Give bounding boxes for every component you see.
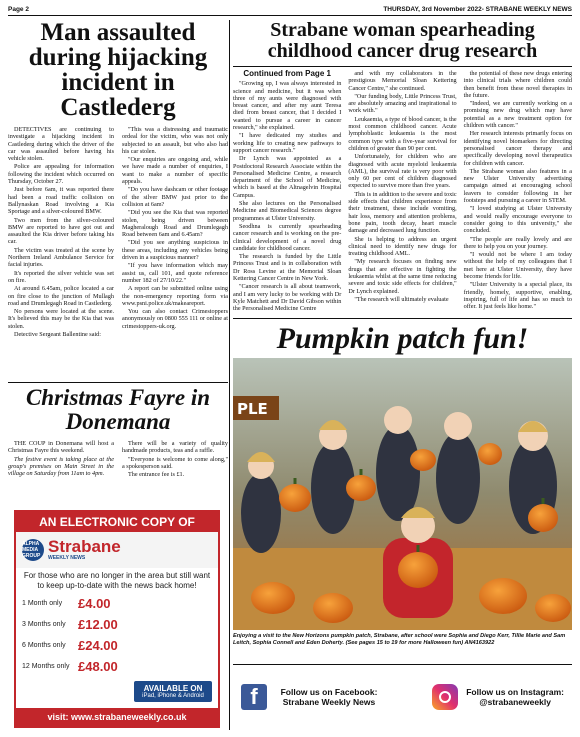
column-divider — [229, 20, 230, 730]
page-number: Page 2 — [8, 6, 29, 13]
paragraph: "Everyone is welcome to come along," a spokesperson said. — [122, 455, 228, 470]
paragraph: Unfortunately, for children who are diagnosed with acute myeloid leukaemia (AML), the survival rate is very poor with only 60 per cent of children diagnosed expected to survive more than five years. — [348, 153, 457, 190]
christmas-headline: Christmas Fayre in Donemana — [25, 385, 211, 434]
price-label: 1 Month only — [22, 600, 63, 607]
story-hijacking — [8, 20, 228, 339]
paragraph: Detective Sergeant Ballentine said: — [14, 331, 101, 339]
price-row — [22, 635, 212, 656]
paragraph: "My research focuses on finding new drugs that are effective in fighting the leukaemia whilst at the same time reducing severe and toxic side effects for children," Dr Lynch explained. — [348, 258, 457, 295]
paragraph: "Did you see anything suspicious in these areas, including any vehicles being driven in a suspicious manner? — [122, 239, 228, 262]
issue-line: THURSDAY, 3rd November 2022- STRABANE WEEKLY NEWS — [383, 6, 572, 13]
price-list — [16, 593, 218, 677]
story-christmas-fayre — [8, 382, 228, 479]
paragraph: The Strabane woman also features in a new Ulster University advertising campaign aimed at encouraging school leavers to consider following in her footsteps and pursuing a career in STEM. — [463, 167, 572, 205]
paragraph: "Did you see the Kia that was reported stolen, being driven between Magheralough Road and Drumlegagh Road between 6am and 6.45am? — [122, 209, 228, 239]
price-label: 12 Months only — [22, 663, 70, 670]
continued-label: Continued from Page 1 — [243, 69, 331, 78]
paragraph: "This was a distressing and traumatic ordeal for the victim, who was not only subjected to an assault, but who also had his car stolen. — [122, 126, 228, 155]
ad-heading: AN ELECTRONIC COPY OF — [16, 512, 218, 532]
pumpkin-sign-text: PLE — [237, 400, 268, 418]
paragraph: "Do you have dashcam or other footage of the silver BMW just prior to the collision at 6am? — [122, 186, 228, 208]
instagram-handle: @strabaneweekly — [479, 696, 551, 707]
paragraph: Dr Lynch was appointed as a Postdoctoral Research Associate within the Personalised Medicine Centre, a research department of the School of Medicine, which is based at the Altnagelvin Hospital Campus. — [233, 155, 342, 199]
photo-caption: Enjoying a visit to the New Horizons pumpkin patch, Strabane, after school were Sophia and Diego Kerr, Tillie Marie and Sam Leitch, Sophia Connell and Eden Doherty. (See pages 15 to 19 for more Halloween fun) AN4163922 — [233, 633, 566, 646]
page-header — [8, 4, 572, 16]
paragraph: It's reported the silver vehicle was set on fire. — [8, 269, 114, 284]
price-row — [22, 656, 212, 677]
paragraph: The entrance fee is £1. — [128, 471, 185, 479]
ad-blurb: For those who are no longer in the area but still want to keep up-to-date with the news back home! — [23, 571, 211, 590]
ecopy-advert[interactable] — [14, 510, 220, 728]
paragraph: Seodhna is currently spearheading cancer research and is working on the pre-clinical development of a novel drug candidate for childhood cancer. — [233, 222, 342, 252]
price-amount: £4.00 — [78, 596, 111, 611]
paragraph: THE COUP in Donemana will host a Christmas Fayre this weekend. — [8, 440, 114, 455]
paragraph: The victim was treated at the scene by Northern Ireland Ambulance Service for facial injuries. — [8, 246, 114, 269]
paragraph: "I loved studying at Ulster University and would really encourage everyone to consider going to this university," she concluded. — [463, 205, 572, 235]
paragraph: This is in addition to the severe and toxic side effects that children experience from their treatment, these include vomiting, hair loss, memory and attention problems, bone pain, tooth decay, heart muscle damage and decreased lung function. — [348, 190, 457, 235]
story-cancer-col2 — [348, 70, 456, 314]
pumpkin-photo-illustration — [233, 358, 572, 630]
story-hijacking-headline: Man assaulted during hijacking incident in Castlederg — [28, 19, 208, 121]
paragraph: "Ulster University is a special place, its friendly, homely, supportive, enabling, inspiring, full of life and has so much to offer. It just feels like home." — [463, 281, 572, 311]
paragraph: Just before 6am, it was reported there had been a road traffic collision on Ballynaskan Road involving a Kia Sportage and a silver-coloured BMW. — [8, 186, 114, 216]
instagram-line: Follow us on Instagram: — [466, 686, 564, 697]
facebook-text: Follow us on Facebook: Strabane Weekly News — [280, 686, 378, 707]
paragraph: No persons were located at the scene. It's believed this may be the Kia that was stolen. — [8, 308, 114, 330]
paragraph: She is helping to address an urgent clinical need to identify new drugs for treating childhood AML. — [348, 235, 457, 258]
pumpkin-patch-photo — [233, 358, 572, 630]
paragraph: "The people are really lovely and are there to help you on your journey. — [463, 235, 572, 250]
available-title: AVAILABLE ON — [143, 684, 203, 693]
instagram-text — [466, 687, 564, 707]
paragraph: "I have dedicated my studies and working life to creating new pathways to support cancer research." — [233, 132, 342, 154]
story-hijacking-col1 — [8, 126, 114, 339]
instagram-icon[interactable] — [432, 684, 458, 710]
paragraph: "Indeed, we are currently working on a promising new drug which may have potential as a new treatment option for children with cancer." — [463, 100, 572, 130]
story-cancer-col1 — [233, 70, 341, 314]
paragraph: There will be a variety of quality handmade products, teas and a raffle. — [122, 440, 228, 455]
paragraph: A report can be submitted online using the non-emergency reporting form via www.psni.police.uk/makeareport. — [122, 285, 228, 307]
paragraph: "Our funding body, Little Princess Trust, are absolutely amazing and inspirational to work with." — [348, 92, 457, 115]
price-label: 6 Months only — [22, 642, 66, 649]
paragraph: Leukaemia, a type of blood cancer, is the most common childhood cancer. Acute lymphoblastic leukaemia is the most common type with a five-year survival for children of greater than 90 per cent. — [348, 115, 457, 152]
paragraph: The festive event is taking place at the group's premises on Main Street in the village on Saturday from 11am to 4pm. — [8, 455, 114, 478]
ad-masthead — [16, 532, 218, 568]
alpha-logo-icon: ALPHA MEDIA GROUP — [22, 539, 44, 561]
paragraph: "If you have information which may assist us, call 101, and quote reference number 182 of 27/10/22." — [122, 262, 228, 284]
paragraph: DETECTIVES are continuing to investigate a hijacking incident in Castlederg during which the driver of the car was assaulted before having his vehicle stolen. — [8, 126, 114, 163]
masthead-subtitle: WEEKLY NEWS — [48, 555, 86, 561]
paragraph: and with my collaborators in the prestigious Memorial Sloan Kettering Cancer Centre," she continued. — [348, 70, 457, 92]
story-cancer-col3 — [464, 70, 572, 314]
paragraph: The research is funded by the Little Princess Trust and is in collaboration with Dr Ross Levine at the Memorial Sloan Kettering Cancer Centre in New York. — [233, 253, 342, 283]
paragraph: "Cancer research is all about teamwork, and I am very lucky to be working with Dr Kyle Matchett and Dr David Gibson within the Personalised Medicine Centre — [233, 283, 342, 313]
paragraph: "Our enquiries are ongoing and, while we have made a number of enquiries, I want to make a number of specific appeals. — [122, 156, 228, 186]
available-badge — [134, 681, 212, 702]
pumpkin-headline: Pumpkin patch fun! — [233, 318, 572, 356]
story-cancer-research — [233, 20, 572, 314]
paragraph: Two men from the silver-coloured BMW are reported to have got out and assaulted the Kia driver before taking his car. — [8, 216, 114, 246]
story-cancer-headline: Strabane woman spearheading childhood cancer drug research — [267, 19, 538, 62]
paragraph: "Growing up, I was always interested in science and medicine, but it was when three of my aunts were diagnosed with breast cancer, and after my aunt Teresa died from breast cancer, that I decided I wanted to pursue a career in cancer research," she explained. — [233, 80, 342, 132]
masthead-title: Strabane — [48, 537, 121, 556]
paragraph: Her research interests primarily focus on identifying novel biomarkers for directing personalised cancer therapy and specifically developing novel therapeutics for children with cancer. — [463, 130, 572, 167]
instagram-promo[interactable] — [432, 684, 564, 710]
price-amount: £48.00 — [78, 659, 118, 674]
paragraph: "The research will ultimately evaluate — [354, 295, 449, 303]
christmas-col2 — [122, 440, 228, 479]
facebook-promo[interactable] — [241, 684, 383, 710]
price-amount: £24.00 — [78, 638, 118, 653]
price-row — [22, 593, 212, 614]
ad-website-link[interactable]: visit: www.strabaneweekly.co.uk — [16, 708, 218, 726]
available-platforms: iPad, iPhone & Android — [142, 693, 204, 699]
story-hijacking-col2 — [122, 126, 228, 339]
social-footer — [233, 664, 572, 728]
paragraph: She also lectures on the Personalised Medicine and Biomedical Sciences degree programmes at Ulster University. — [233, 200, 342, 222]
paragraph: At around 6.45am, police located a car on fire close to the junction of Mullagh road and Drumlegagh Road in Castlederg. — [8, 285, 114, 307]
price-label: 3 Months only — [22, 621, 66, 628]
paragraph: "I would not be where I am today without the help of my colleagues that I met here at Ulster University, they have become friends for life. — [463, 251, 572, 281]
price-row — [22, 614, 212, 635]
facebook-icon[interactable]: f — [241, 684, 267, 710]
paragraph: You can also contact Crimestoppers anonymously on 0800 555 111 or online at crimestoppers-uk.org. — [122, 308, 228, 330]
price-amount: £12.00 — [78, 617, 118, 632]
christmas-col1 — [8, 440, 114, 479]
paragraph: Police are appealing for information following the incident which occurred on Thursday, October 27. — [8, 163, 114, 186]
paragraph: the potential of these new drugs entering into clinical trials where children could then benefit from these novel therapies in the future. — [463, 70, 572, 99]
